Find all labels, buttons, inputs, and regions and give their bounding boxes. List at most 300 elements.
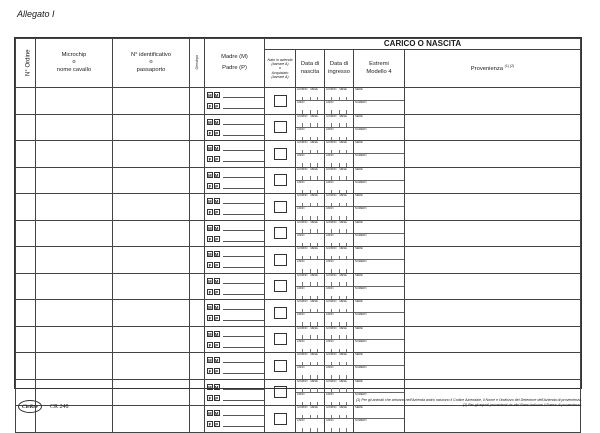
madre-m2-checkbox[interactable]: M — [214, 384, 219, 390]
cell-n-ordine[interactable] — [16, 353, 36, 380]
cell-identificativo[interactable] — [113, 167, 190, 194]
giorno-label: GIORNO — [297, 300, 308, 303]
table-row — [16, 247, 581, 274]
cell-madre-padre — [205, 326, 265, 353]
anno-label: ANNO — [326, 366, 334, 370]
cell-nato-acquistato — [265, 141, 296, 168]
giorno-label: GIORNO — [326, 167, 337, 171]
anno-label: ANNO — [326, 419, 334, 423]
cell-microchip[interactable] — [36, 220, 113, 247]
madre-m-checkbox[interactable]: M — [208, 252, 212, 258]
madre-m2-checkbox[interactable]: M — [214, 358, 219, 364]
cell-identificativo[interactable] — [113, 273, 190, 300]
numero-label: NUMERO — [355, 419, 367, 423]
cell-microchip[interactable] — [36, 114, 113, 141]
header-data-nascita: Data di nascita — [296, 50, 325, 88]
padre-f-checkbox[interactable]: F — [208, 422, 212, 428]
cell-data-ingresso[interactable] — [325, 273, 354, 300]
anno-label: ANNO — [297, 127, 305, 131]
padre-field[interactable] — [223, 156, 264, 162]
cell-data-ingresso[interactable] — [325, 141, 354, 168]
numero-label: NUMERO — [355, 366, 367, 370]
cell-nato-acquistato — [265, 406, 296, 433]
nato-acquistato-checkbox[interactable] — [274, 360, 287, 372]
cell-microchip[interactable] — [36, 247, 113, 274]
padre-field[interactable] — [223, 289, 264, 295]
cell-data-ingresso[interactable] — [325, 406, 354, 433]
madre-field[interactable] — [223, 119, 264, 125]
cell-data-nascita[interactable] — [296, 220, 325, 247]
giorno-label: GIORNO — [326, 353, 337, 356]
mese-label: MESE — [310, 114, 318, 118]
cell-genotipo[interactable] — [190, 194, 205, 221]
cell-estremi[interactable] — [354, 273, 405, 300]
madre-m2-checkbox[interactable]: M — [214, 93, 219, 99]
cell-estremi[interactable] — [354, 114, 405, 141]
header-carico: CARICO O NASCITA — [265, 39, 581, 50]
table-row — [16, 220, 581, 247]
padre-f-checkbox[interactable]: F — [208, 183, 212, 189]
padre-p-checkbox[interactable]: P — [215, 130, 219, 136]
madre-m-checkbox[interactable]: M — [208, 225, 212, 231]
giorno-label: GIORNO — [297, 88, 308, 91]
table-row — [16, 194, 581, 221]
giorno-label: GIORNO — [297, 114, 308, 118]
serie-label: SERIE — [355, 300, 363, 303]
cell-microchip[interactable] — [36, 88, 113, 115]
padre-p-checkbox[interactable]: P — [215, 210, 219, 216]
padre-f-checkbox[interactable]: F — [208, 130, 212, 136]
madre-m-checkbox[interactable]: M — [208, 93, 212, 99]
cell-n-ordine[interactable] — [16, 300, 36, 327]
cell-nato-acquistato — [265, 194, 296, 221]
cell-microchip[interactable] — [36, 194, 113, 221]
padre-p-checkbox[interactable]: P — [215, 263, 219, 269]
cell-provenienza[interactable] — [405, 353, 581, 380]
cell-data-ingresso[interactable] — [325, 379, 354, 406]
nato-acquistato-checkbox[interactable] — [274, 333, 287, 345]
numero-label: NUMERO — [355, 127, 367, 131]
madre-field[interactable] — [223, 145, 264, 151]
madre-field[interactable] — [223, 92, 264, 98]
serie-label: SERIE — [355, 88, 363, 91]
giorno-label: GIORNO — [326, 247, 337, 250]
cell-n-ordine[interactable] — [16, 273, 36, 300]
cell-estremi[interactable] — [354, 353, 405, 380]
madre-m2-checkbox[interactable]: M — [214, 331, 219, 337]
footnote-2: (2) Per gli equidi provenienti da altri Paesi indicare il Paese di provenienza. — [462, 403, 582, 408]
padre-p-checkbox[interactable]: P — [215, 395, 219, 401]
nato-acquistato-checkbox[interactable] — [274, 201, 287, 213]
madre-m-checkbox[interactable]: M — [208, 331, 212, 337]
giorno-label: GIORNO — [326, 379, 337, 383]
cell-estremi[interactable] — [354, 300, 405, 327]
cell-provenienza[interactable] — [405, 114, 581, 141]
cell-data-nascita[interactable] — [296, 406, 325, 433]
giorno-label: GIORNO — [326, 406, 337, 409]
padre-field[interactable] — [223, 395, 264, 401]
cell-identificativo[interactable] — [113, 141, 190, 168]
madre-m2-checkbox[interactable]: M — [214, 411, 219, 417]
cell-microchip[interactable] — [36, 406, 113, 433]
madre-m-checkbox[interactable]: M — [208, 278, 212, 284]
cierre-logo: CieRre — [18, 400, 42, 413]
page-title: Allegato I — [17, 9, 55, 19]
anno-label: ANNO — [297, 101, 305, 105]
cell-provenienza[interactable] — [405, 88, 581, 115]
cell-provenienza[interactable] — [405, 167, 581, 194]
cell-data-ingresso[interactable] — [325, 300, 354, 327]
padre-field[interactable] — [223, 368, 264, 374]
cell-madre-padre — [205, 88, 265, 115]
cell-identificativo[interactable] — [113, 406, 190, 433]
madre-m-checkbox[interactable]: M — [208, 305, 212, 311]
table-row — [16, 273, 581, 300]
mese-label: MESE — [339, 88, 347, 91]
mese-label: MESE — [310, 300, 318, 303]
giorno-label: GIORNO — [297, 194, 308, 197]
cell-nato-acquistato — [265, 326, 296, 353]
madre-field[interactable] — [223, 251, 264, 257]
numero-label: NUMERO — [355, 233, 367, 237]
giorno-label: GIORNO — [326, 141, 337, 144]
cell-data-ingresso[interactable] — [325, 194, 354, 221]
cell-microchip[interactable] — [36, 300, 113, 327]
cell-data-ingresso[interactable] — [325, 326, 354, 353]
anno-label: ANNO — [297, 207, 305, 211]
padre-f-checkbox[interactable]: F — [208, 316, 212, 322]
cell-genotipo[interactable] — [190, 247, 205, 274]
cell-genotipo[interactable] — [190, 141, 205, 168]
nato-acquistato-checkbox[interactable] — [274, 174, 287, 186]
padre-p-checkbox[interactable]: P — [215, 104, 219, 110]
header-identificativo: N° identificativo o passaporto — [113, 39, 190, 88]
cell-provenienza[interactable] — [405, 326, 581, 353]
serie-label: SERIE — [355, 247, 363, 250]
header-microchip: Microchip o nome cavallo — [36, 39, 113, 88]
cell-data-nascita[interactable] — [296, 88, 325, 115]
cell-estremi[interactable] — [354, 88, 405, 115]
madre-field[interactable] — [223, 198, 264, 204]
nato-acquistato-checkbox[interactable] — [274, 121, 287, 133]
cell-madre-padre — [205, 220, 265, 247]
madre-m2-checkbox[interactable]: M — [214, 146, 219, 152]
giorno-label: GIORNO — [297, 379, 308, 383]
madre-field[interactable] — [223, 278, 264, 284]
giorno-label: GIORNO — [297, 167, 308, 171]
cell-microchip[interactable] — [36, 167, 113, 194]
cell-data-nascita[interactable] — [296, 273, 325, 300]
padre-f-checkbox[interactable]: F — [208, 104, 212, 110]
padre-p-checkbox[interactable]: P — [215, 157, 219, 163]
padre-field[interactable] — [223, 315, 264, 321]
anno-label: ANNO — [297, 313, 305, 317]
padre-p-checkbox[interactable]: P — [215, 369, 219, 375]
cell-n-ordine[interactable] — [16, 141, 36, 168]
cell-n-ordine[interactable] — [16, 88, 36, 115]
giorno-label: GIORNO — [326, 273, 337, 277]
cell-data-ingresso[interactable] — [325, 88, 354, 115]
padre-f-checkbox[interactable]: F — [208, 342, 212, 348]
serie-label: SERIE — [355, 406, 363, 409]
footnotes — [356, 398, 582, 409]
cell-estremi[interactable] — [354, 247, 405, 274]
padre-field[interactable] — [223, 421, 264, 427]
cell-data-nascita[interactable] — [296, 247, 325, 274]
cell-madre-padre — [205, 406, 265, 433]
serie-label: SERIE — [355, 273, 363, 277]
madre-field[interactable] — [223, 410, 264, 416]
cell-data-nascita[interactable] — [296, 300, 325, 327]
anno-label: ANNO — [297, 339, 305, 343]
header-estremi: Estremi Modello 4 — [354, 50, 405, 88]
padre-field[interactable] — [223, 209, 264, 215]
cell-microchip[interactable] — [36, 353, 113, 380]
madre-m2-checkbox[interactable]: M — [214, 305, 219, 311]
cell-data-nascita[interactable] — [296, 141, 325, 168]
table-row — [16, 88, 581, 115]
header-madre-padre: Madre (M) Padre (P) — [205, 39, 265, 88]
mese-label: MESE — [310, 220, 318, 224]
mese-label: MESE — [339, 194, 347, 197]
cell-genotipo[interactable] — [190, 114, 205, 141]
cell-estremi[interactable] — [354, 141, 405, 168]
cell-provenienza[interactable] — [405, 247, 581, 274]
cell-microchip[interactable] — [36, 326, 113, 353]
padre-f-checkbox[interactable]: F — [208, 157, 212, 163]
madre-m2-checkbox[interactable]: M — [214, 119, 219, 125]
cell-data-ingresso[interactable] — [325, 167, 354, 194]
cell-n-ordine[interactable] — [16, 167, 36, 194]
nato-acquistato-checkbox[interactable] — [274, 254, 287, 266]
madre-m-checkbox[interactable]: M — [208, 146, 212, 152]
cell-estremi[interactable] — [354, 220, 405, 247]
madre-m-checkbox[interactable]: M — [208, 172, 212, 178]
cell-identificativo[interactable] — [113, 326, 190, 353]
cell-n-ordine[interactable] — [16, 114, 36, 141]
padre-field[interactable] — [223, 262, 264, 268]
cell-genotipo[interactable] — [190, 167, 205, 194]
cell-estremi[interactable] — [354, 406, 405, 433]
giorno-label: GIORNO — [297, 220, 308, 224]
numero-label: NUMERO — [355, 260, 367, 264]
nato-acquistato-checkbox[interactable] — [274, 95, 287, 107]
giorno-label: GIORNO — [326, 300, 337, 303]
mese-label: MESE — [339, 167, 347, 171]
padre-f-checkbox[interactable]: F — [208, 210, 212, 216]
cell-identificativo[interactable] — [113, 220, 190, 247]
cell-genotipo[interactable] — [190, 300, 205, 327]
madre-m2-checkbox[interactable]: M — [214, 278, 219, 284]
cell-genotipo[interactable] — [190, 273, 205, 300]
padre-p-checkbox[interactable]: P — [215, 342, 219, 348]
anno-label: ANNO — [297, 286, 305, 290]
serie-label: SERIE — [355, 220, 363, 224]
nato-acquistato-checkbox[interactable] — [274, 227, 287, 239]
cell-nato-acquistato — [265, 220, 296, 247]
cell-data-nascita[interactable] — [296, 353, 325, 380]
cell-data-nascita[interactable] — [296, 379, 325, 406]
header-n-ordine: N° Ordine — [16, 39, 36, 88]
anno-label: ANNO — [297, 233, 305, 237]
padre-field[interactable] — [223, 236, 264, 242]
padre-p-checkbox[interactable]: P — [215, 316, 219, 322]
madre-m2-checkbox[interactable]: M — [214, 172, 219, 178]
table-row — [16, 353, 581, 380]
padre-field[interactable] — [223, 342, 264, 348]
mese-label: MESE — [339, 141, 347, 144]
madre-m-checkbox[interactable]: M — [208, 411, 212, 417]
padre-f-checkbox[interactable]: F — [208, 289, 212, 295]
anno-label: ANNO — [297, 180, 305, 184]
madre-m-checkbox[interactable]: M — [208, 119, 212, 125]
giorno-label: GIORNO — [326, 88, 337, 91]
mese-label: MESE — [339, 247, 347, 250]
serie-label: SERIE — [355, 141, 363, 144]
cell-nato-acquistato — [265, 353, 296, 380]
mese-label: MESE — [339, 220, 347, 224]
cell-genotipo[interactable] — [190, 88, 205, 115]
nato-acquistato-checkbox[interactable] — [274, 386, 287, 398]
cell-genotipo[interactable] — [190, 326, 205, 353]
numero-label: NUMERO — [355, 339, 367, 343]
numero-label: NUMERO — [355, 392, 367, 396]
cell-data-ingresso[interactable] — [325, 220, 354, 247]
cell-provenienza[interactable] — [405, 141, 581, 168]
padre-field[interactable] — [223, 183, 264, 189]
cell-madre-padre — [205, 300, 265, 327]
madre-m2-checkbox[interactable]: M — [214, 225, 219, 231]
cell-data-nascita[interactable] — [296, 114, 325, 141]
anno-label: ANNO — [326, 233, 334, 237]
madre-field[interactable] — [223, 384, 264, 390]
madre-m-checkbox[interactable]: M — [208, 358, 212, 364]
padre-f-checkbox[interactable]: F — [208, 369, 212, 375]
mese-label: MESE — [310, 273, 318, 277]
cell-data-ingresso[interactable] — [325, 353, 354, 380]
cell-provenienza[interactable] — [405, 220, 581, 247]
madre-m-checkbox[interactable]: M — [208, 199, 212, 205]
cell-genotipo[interactable] — [190, 406, 205, 433]
padre-p-checkbox[interactable]: P — [215, 422, 219, 428]
madre-field[interactable] — [223, 304, 264, 310]
nato-acquistato-checkbox[interactable] — [274, 148, 287, 160]
padre-field[interactable] — [223, 130, 264, 136]
form-code: CR 248 — [50, 404, 69, 410]
serie-label: SERIE — [355, 326, 363, 330]
anno-label: ANNO — [326, 154, 334, 158]
cell-estremi[interactable] — [354, 194, 405, 221]
cell-nato-acquistato — [265, 300, 296, 327]
table-row — [16, 326, 581, 353]
cell-n-ordine[interactable] — [16, 326, 36, 353]
cell-identificativo[interactable] — [113, 379, 190, 406]
cell-provenienza[interactable] — [405, 194, 581, 221]
giorno-label: GIORNO — [297, 406, 308, 409]
cell-microchip[interactable] — [36, 141, 113, 168]
mese-label: MESE — [339, 114, 347, 118]
cell-data-nascita[interactable] — [296, 194, 325, 221]
cell-nato-acquistato — [265, 114, 296, 141]
cell-nato-acquistato — [265, 379, 296, 406]
cell-genotipo[interactable] — [190, 379, 205, 406]
cell-data-ingresso[interactable] — [325, 114, 354, 141]
padre-p-checkbox[interactable]: P — [215, 236, 219, 242]
cell-estremi[interactable] — [354, 326, 405, 353]
mese-label: MESE — [310, 141, 318, 144]
mese-label: MESE — [339, 379, 347, 383]
madre-field[interactable] — [223, 331, 264, 337]
madre-m-checkbox[interactable]: M — [208, 384, 212, 390]
cell-identificativo[interactable] — [113, 194, 190, 221]
anno-label: ANNO — [297, 154, 305, 158]
nato-acquistato-checkbox[interactable] — [274, 307, 287, 319]
cell-genotipo[interactable] — [190, 220, 205, 247]
padre-p-checkbox[interactable]: P — [215, 289, 219, 295]
mese-label: MESE — [310, 88, 318, 91]
giorno-label: GIORNO — [297, 326, 308, 330]
padre-f-checkbox[interactable]: F — [208, 263, 212, 269]
anno-label: ANNO — [326, 207, 334, 211]
anno-label: ANNO — [326, 127, 334, 131]
cell-identificativo[interactable] — [113, 114, 190, 141]
giorno-label: GIORNO — [326, 326, 337, 330]
giorno-label: GIORNO — [297, 273, 308, 277]
madre-field[interactable] — [223, 225, 264, 231]
numero-label: NUMERO — [355, 101, 367, 105]
cell-microchip[interactable] — [36, 379, 113, 406]
cell-n-ordine[interactable] — [16, 247, 36, 274]
numero-label: NUMERO — [355, 180, 367, 184]
cell-identificativo[interactable] — [113, 300, 190, 327]
padre-f-checkbox[interactable]: F — [208, 395, 212, 401]
table-row — [16, 300, 581, 327]
nato-acquistato-checkbox[interactable] — [274, 413, 287, 425]
table-row — [16, 141, 581, 168]
cell-data-ingresso[interactable] — [325, 247, 354, 274]
cell-microchip[interactable] — [36, 273, 113, 300]
madre-field[interactable] — [223, 172, 264, 178]
anno-label: ANNO — [326, 286, 334, 290]
cell-nato-acquistato — [265, 88, 296, 115]
padre-field[interactable] — [223, 103, 264, 109]
header-genotipo: Genotipo — [190, 39, 205, 88]
madre-field[interactable] — [223, 357, 264, 363]
mese-label: MESE — [339, 406, 347, 409]
cell-n-ordine[interactable] — [16, 220, 36, 247]
padre-f-checkbox[interactable]: F — [208, 236, 212, 242]
nato-acquistato-checkbox[interactable] — [274, 280, 287, 292]
cell-provenienza[interactable] — [405, 406, 581, 433]
cell-madre-padre — [205, 167, 265, 194]
cell-n-ordine[interactable] — [16, 194, 36, 221]
anno-label: ANNO — [326, 260, 334, 264]
cell-identificativo[interactable] — [113, 353, 190, 380]
madre-m2-checkbox[interactable]: M — [214, 252, 219, 258]
madre-m2-checkbox[interactable]: M — [214, 199, 219, 205]
padre-p-checkbox[interactable]: P — [215, 183, 219, 189]
cell-identificativo[interactable] — [113, 247, 190, 274]
cell-estremi[interactable] — [354, 167, 405, 194]
cell-identificativo[interactable] — [113, 88, 190, 115]
serie-label: SERIE — [355, 194, 363, 197]
cell-genotipo[interactable] — [190, 353, 205, 380]
cell-provenienza[interactable] — [405, 300, 581, 327]
cell-data-nascita[interactable] — [296, 326, 325, 353]
giorno-label: GIORNO — [297, 141, 308, 144]
cell-provenienza[interactable] — [405, 273, 581, 300]
cell-data-nascita[interactable] — [296, 167, 325, 194]
